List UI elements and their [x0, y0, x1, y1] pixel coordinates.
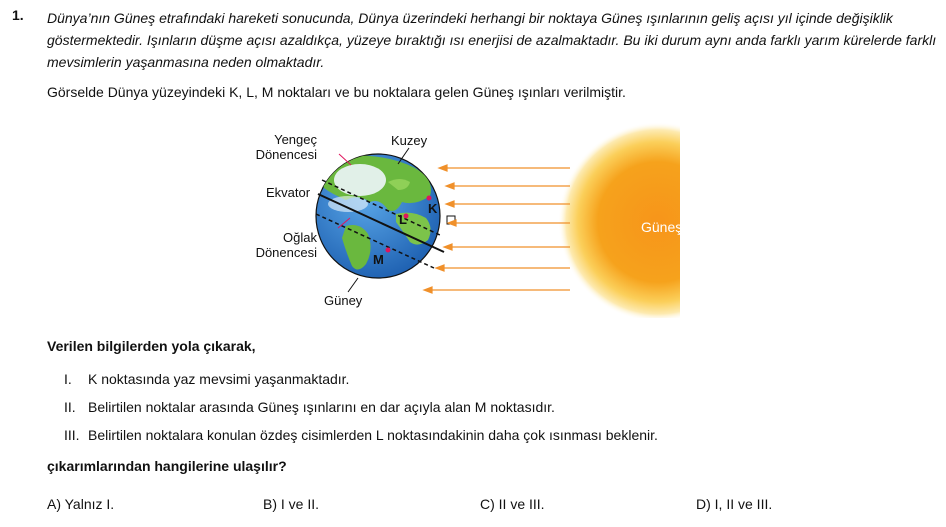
point-k-marker — [427, 196, 432, 201]
sun-label: Güneş — [641, 219, 683, 235]
statement-1-number: I. — [64, 371, 72, 387]
figure-intro: Görselde Dünya yüzeyindeki K, L, M noktaları ve bu noktalara gelen Güneş ışınları verilmiştir. — [47, 84, 626, 100]
question-prompt: çıkarımlarından hangilerine ulaşılır? — [47, 458, 287, 474]
question-stem: Dünya’nın Güneş etrafındaki hareketi sonucunda, Dünya üzerindeki herhangi bir noktaya Güneş ışınlarının geliş açısı yıl içinde değişiklik göstermektedir. Işınların düşme açısı azaldıkça, yüzeye bıraktığı ısı enerjisi de azalmaktadır. Bu iki durum aynı anda farklı yarım kürelerde farklı mevsimlerin yaşanmasına neden olmaktadır. — [47, 10, 937, 70]
question-number: 1. — [12, 7, 24, 23]
tropic-cancer-label-line2: Dönencesi — [255, 147, 317, 162]
north-label: Kuzey — [391, 133, 428, 148]
south-pointer — [348, 278, 358, 292]
statement-3-number: III. — [64, 427, 80, 443]
statement-2-number: II. — [64, 399, 76, 415]
option-d[interactable]: D) I, II ve III. — [696, 496, 773, 512]
statement-3 — [64, 427, 658, 443]
lead-text: Verilen bilgilerden yola çıkarak, — [47, 338, 256, 354]
tropic-capricorn-label-line2: Dönencesi — [255, 245, 317, 260]
sun-rays — [424, 165, 570, 293]
option-a[interactable]: A) Yalnız I. — [47, 496, 115, 512]
point-m-marker — [386, 248, 391, 253]
statement-1-text: K noktasında yaz mevsimi yaşanmaktadır. — [88, 371, 350, 387]
statement-2-text: Belirtilen noktalar arasında Güneş ışınlarını en dar açıyla alan M noktasıdır. — [88, 399, 555, 415]
point-l-label: L — [399, 212, 407, 227]
point-k-label: K — [428, 201, 438, 216]
statement-3-text: Belirtilen noktalara konulan özdeş cisimlerden L noktasındakinin daha çok ısınması beklenir. — [88, 427, 658, 443]
south-label: Güney — [324, 293, 363, 308]
point-m-label: M — [373, 252, 384, 267]
earth-sun-figure — [220, 118, 683, 318]
statement-2 — [64, 399, 555, 415]
option-b[interactable]: B) I ve II. — [263, 496, 320, 512]
option-c[interactable]: C) II ve III. — [480, 496, 545, 512]
equator-label: Ekvator — [266, 185, 311, 200]
tropic-capricorn-label-line1: Oğlak — [283, 230, 317, 245]
tropic-cancer-label — [256, 132, 317, 162]
tropic-capricorn-label — [256, 230, 317, 260]
tropic-cancer-label-line1: Yengeç — [274, 132, 317, 147]
statement-1 — [64, 371, 349, 387]
